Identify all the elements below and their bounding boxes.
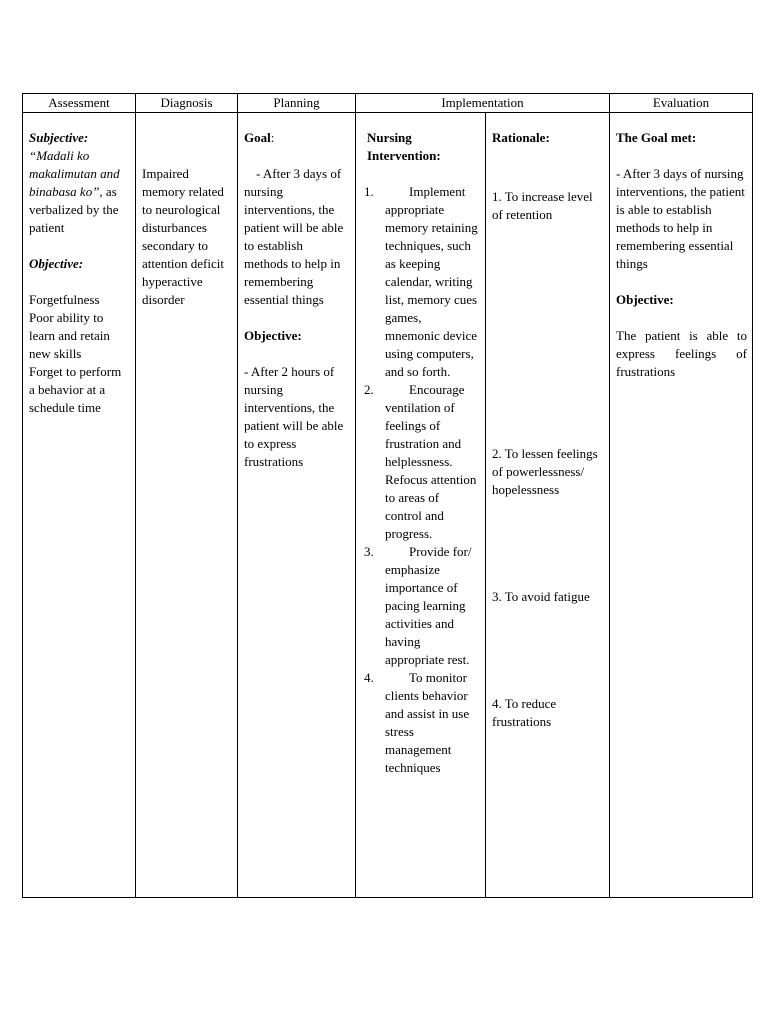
patient-quote: “Madali ko makalimutan and binabasa ko”,	[29, 148, 120, 199]
intervention-first: Provide	[409, 544, 450, 559]
planning-objective-label: Objective:	[244, 328, 302, 343]
intervention-label: Nursing Intervention:	[367, 130, 441, 163]
goal-colon: :	[270, 130, 275, 145]
intervention-first: Encourage	[409, 382, 465, 397]
header-row	[23, 94, 753, 113]
intervention-rest: ventilation of feelings of frustration and helplessness. Refocus attention to areas of control and progress.	[385, 400, 477, 541]
header-implementation: Implementation	[356, 94, 610, 113]
evaluation-objective-label: Objective:	[616, 292, 674, 307]
finding-item: Forgetfulness	[29, 292, 100, 307]
intervention-rest: appropriate memory retaining techniques, such as keeping calendar, writing list, memory cues games, mnemonic device using computers, and so forth.	[385, 202, 478, 379]
evaluation-goal-label: The Goal met:	[616, 130, 697, 145]
diagnosis-text: Impaired memory related to neurological disturbances secondary to attention deficit hyperactive disorder	[142, 166, 224, 307]
planning-goal-text: - After 3 days of nursing interventions, the patient will be able to establish methods to help in remembering essential things	[244, 166, 344, 307]
diagnosis-cell	[136, 113, 238, 898]
rationale-list	[492, 188, 604, 731]
intervention-first: Implement	[409, 184, 466, 199]
nursing-care-plan-table	[22, 93, 753, 898]
header-diagnosis: Diagnosis	[136, 94, 238, 113]
finding-item: Poor ability to learn and retain new skills	[29, 310, 110, 361]
rationale-label: Rationale:	[492, 130, 550, 145]
goal-label: Goal	[244, 130, 271, 145]
rationale-item: 2. To lessen feelings of powerlessness/ hopelessness	[492, 446, 598, 497]
evaluation-goal-text: - After 3 days of nursing interventions, the patient is able to establish methods to help in remembering essential things	[616, 166, 745, 271]
intervention-list	[364, 183, 479, 777]
finding-item: Forget to perform a behavior at a schedule time	[29, 364, 122, 415]
goal-heading	[244, 129, 350, 147]
intervention-item	[364, 543, 479, 669]
planning-cell	[238, 113, 356, 898]
intervention-first: To monitor	[409, 670, 467, 685]
intervention-cell	[356, 113, 486, 898]
rationale-cell	[486, 113, 610, 898]
intervention-rest: clients behavior and assist in use stress management techniques	[385, 688, 470, 775]
header-assessment: Assessment	[23, 94, 136, 113]
objective-label: Objective:	[29, 256, 84, 271]
quote-suffix: as verbalized by the patient	[29, 184, 119, 235]
evaluation-cell	[610, 113, 753, 898]
intervention-item	[364, 183, 479, 381]
planning-objective-text: - After 2 hours of nursing interventions, the patient will be able to express frustrations	[244, 364, 344, 469]
rationale-item: 3. To avoid fatigue	[492, 589, 590, 604]
rationale-item: 1. To increase level of retention	[492, 189, 593, 222]
intervention-item	[364, 669, 479, 777]
intervention-item	[364, 381, 479, 543]
evaluation-objective-text: The patient is able to express feelings of frustrations	[616, 328, 747, 379]
rationale-item: 4. To reduce frustrations	[492, 696, 557, 729]
subjective-statement	[29, 147, 130, 237]
header-evaluation: Evaluation	[610, 94, 753, 113]
intervention-number: 3.	[364, 544, 374, 559]
intervention-number: 4.	[364, 670, 374, 685]
intervention-number: 2.	[364, 382, 374, 397]
intervention-rest: for/ emphasize importance of pacing learning activities and having appropriate rest.	[385, 544, 472, 667]
subjective-label: Subjective:	[29, 130, 89, 145]
body-row	[23, 113, 753, 898]
intervention-number: 1.	[364, 184, 374, 199]
header-planning: Planning	[238, 94, 356, 113]
assessment-cell	[23, 113, 136, 898]
